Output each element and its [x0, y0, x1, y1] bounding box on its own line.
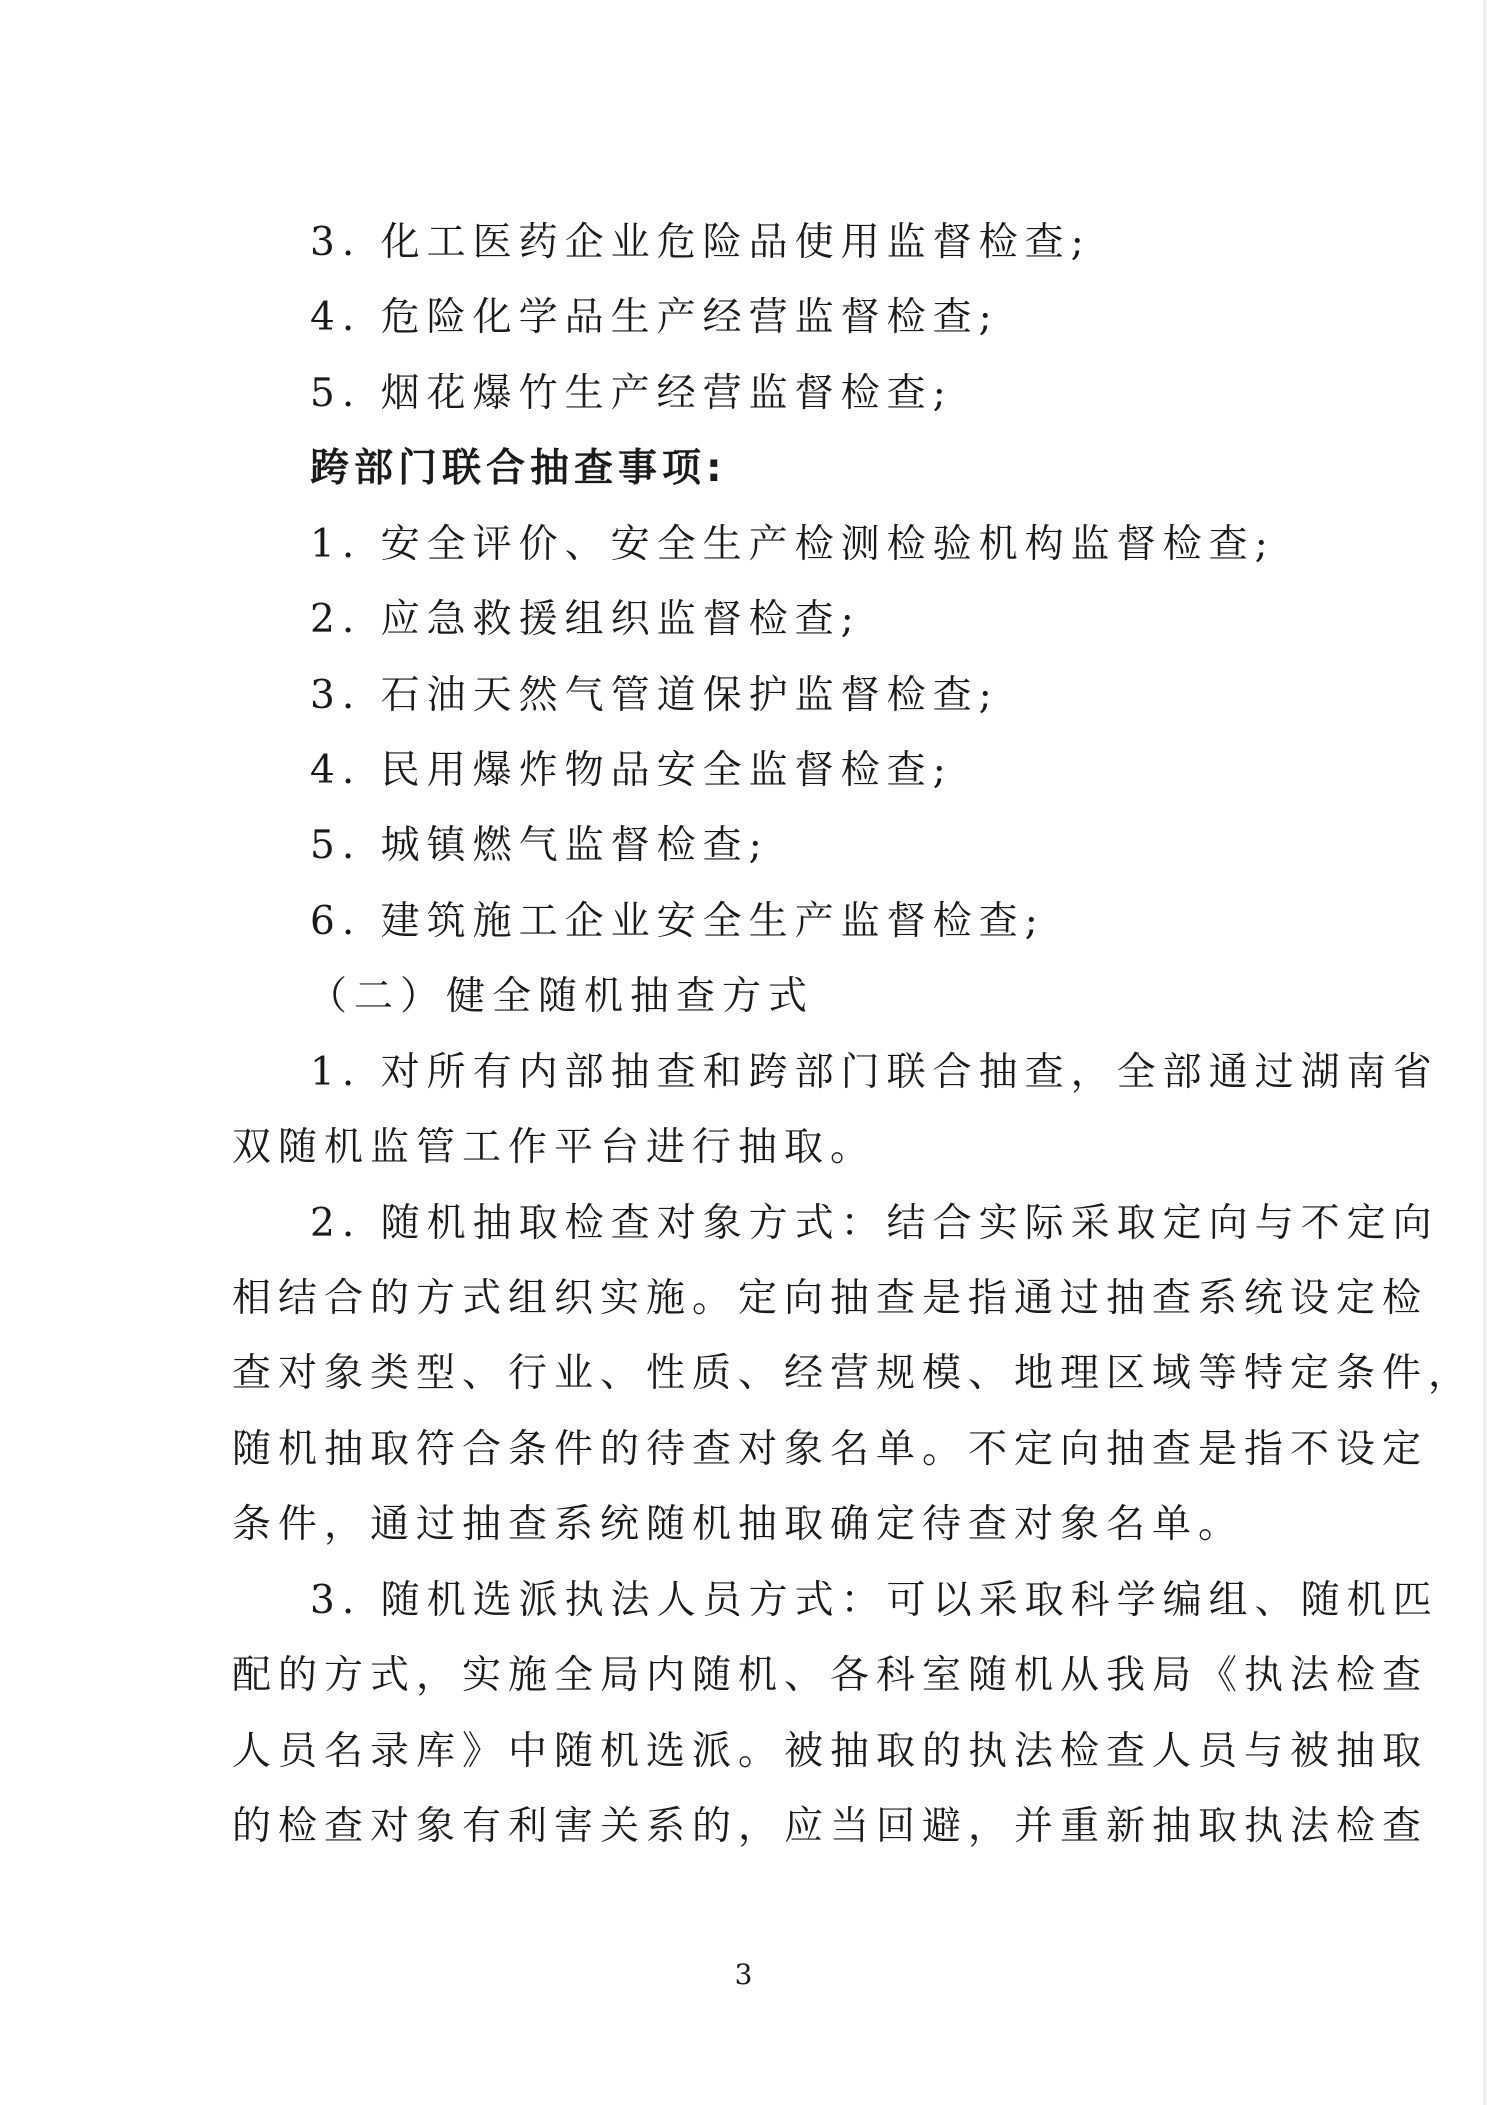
paragraph-2-line-4: 随机抽取符合条件的待查对象名单。不定向抽查是指不设定 — [232, 1427, 1429, 1472]
paragraph-2-line-5: 条件，通过抽查系统随机抽取确定待查对象名单。 — [232, 1502, 1245, 1547]
paragraph-2-line-3: 查对象类型、行业、性质、经营规模、地理区域等特定条件， — [232, 1351, 1475, 1396]
cross-item-4: 4. 民用爆炸物品安全监督检查; — [310, 748, 953, 793]
paragraph-3-line-4: 的检查对象有利害关系的，应当回避，并重新抽取执法检查 — [232, 1804, 1429, 1849]
paragraph-3-line-3: 人员名录库》中随机选派。被抽取的执法检查人员与被抽取 — [232, 1729, 1429, 1774]
item-5-fireworks-inspection: 5. 烟花爆竹生产经营监督检查; — [310, 371, 953, 416]
subsection-heading-random-inspection: （二）健全随机抽查方式 — [308, 974, 815, 1019]
paragraph-1-line-1: 1. 对所有内部抽查和跨部门联合抽查，全部通过湖南省 — [310, 1050, 1439, 1095]
cross-item-6: 6. 建筑施工企业安全生产监督检查; — [310, 899, 1045, 944]
item-3-chemical-pharma-inspection: 3. 化工医药企业危险品使用监督检查; — [310, 220, 1091, 265]
paragraph-1-line-2: 双随机监管工作平台进行抽取。 — [232, 1125, 877, 1170]
page-number: 3 — [734, 1958, 753, 1991]
paragraph-3-line-2: 配的方式，实施全局内随机、各科室随机从我局《执法检查 — [232, 1653, 1429, 1698]
paragraph-3-line-1: 3. 随机选派执法人员方式：可以采取科学编组、随机匹 — [310, 1578, 1439, 1623]
cross-item-3: 3. 石油天然气管道保护监督检查; — [310, 673, 999, 718]
paragraph-2-line-1: 2. 随机抽取检查对象方式：结合实际采取定向与不定向 — [310, 1201, 1439, 1246]
cross-item-5: 5. 城镇燃气监督检查; — [310, 823, 769, 868]
paragraph-2-line-2: 相结合的方式组织实施。定向抽查是指通过抽查系统设定检 — [232, 1276, 1429, 1321]
section-heading-cross-department: 跨部门联合抽查事项: — [310, 446, 727, 491]
page-edge-shadow — [1483, 0, 1487, 2105]
cross-item-1: 1. 安全评价、安全生产检测检验机构监督检查; — [310, 522, 1275, 567]
item-4-hazardous-chemicals-inspection: 4. 危险化学品生产经营监督检查; — [310, 295, 999, 340]
cross-item-2: 2. 应急救援组织监督检查; — [310, 597, 861, 642]
